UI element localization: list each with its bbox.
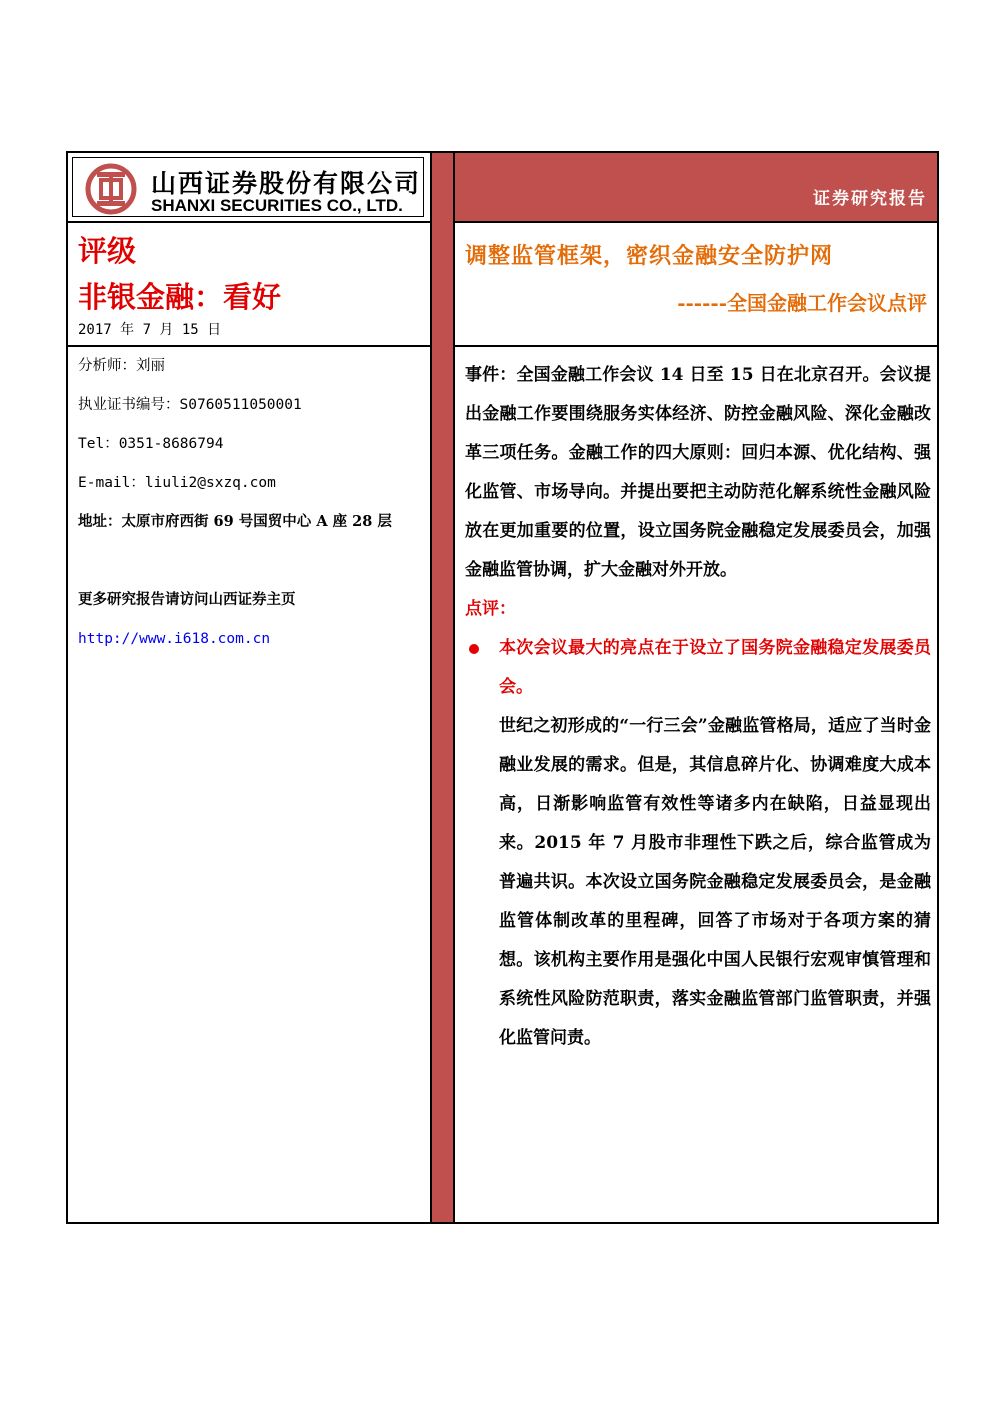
- report-type-banner: [455, 153, 937, 223]
- bullet-dot-icon: [469, 644, 479, 654]
- more-reports-note: 更多研究报告请访问山西证券主页: [78, 591, 296, 608]
- report-body: [465, 356, 931, 1058]
- analyst-tel: Tel：0351-8686794: [78, 436, 224, 452]
- rating-block: [68, 223, 430, 347]
- rating-label: 评级: [78, 234, 137, 268]
- report-type: 证券研究报告: [813, 189, 927, 209]
- event-paragraph: 事件：全国金融工作会议 14 日至 15 日在北京召开。会议提出金融工作要围绕服务实体经济、防控金融风险、深化金融改革三项任务。金融工作的四大原则：回归本源、优化结构、强化监管、市场导向。并提出要把主动防范化解系统性金融风险放在更加重要的位置，设立国务院金融稳定发展委员会，加强金融监管协调，扩大金融对外开放。: [465, 365, 931, 580]
- homepage-link[interactable]: http://www.i618.com.cn: [78, 631, 271, 647]
- logo-area: [68, 153, 430, 223]
- analyst-cert: 执业证书编号：S0760511050001: [78, 397, 302, 413]
- rating-value: 非银金融：看好: [78, 280, 282, 314]
- analyst-address: 地址：太原市府西街 69 号国贸中心 A 座 28 层: [78, 513, 392, 530]
- company-logo: [72, 157, 424, 217]
- bullet-body: [465, 707, 931, 1058]
- bullet-paragraph: 世纪之初形成的“一行三会”金融监管格局，适应了当时金融业发展的需求。但是，其信息碎片化、协调难度大成本高，日渐影响监管有效性等诸多内在缺陷，日益显现出来。2015 年 7 月股市非理性下跌之后，综合监管成为普遍共识。本次设立国务院金融稳定发展委员会，是金融监管体制改革的里程碑，回答了市场对于各项方案的猜想。该机构主要作用是强化中国人民银行宏观审慎管理和系统性风险防范职责，落实金融监管部门监管职责，并强化监管问责。: [499, 716, 931, 1048]
- analyst-email[interactable]: E-mail：liuli2@sxzq.com: [78, 475, 276, 491]
- report-subtitle: ------全国金融工作会议点评: [677, 291, 927, 315]
- column-divider: [430, 153, 455, 1222]
- analyst-info: [78, 356, 423, 668]
- bullet-item: [465, 629, 931, 707]
- shanxi-securities-logo-icon: [85, 163, 137, 215]
- company-name-en: SHANXI SECURITIES CO., LTD.: [151, 196, 403, 215]
- report-frame: [66, 151, 939, 1224]
- title-block: [455, 223, 937, 347]
- bullet-title: 本次会议最大的亮点在于设立了国务院金融稳定发展委员会。: [499, 638, 931, 697]
- spacer: [78, 551, 423, 590]
- company-name-cn: 山西证券股份有限公司: [151, 169, 422, 198]
- comment-heading: 点评：: [465, 599, 516, 619]
- analyst-name: 分析师：刘丽: [78, 358, 165, 374]
- right-column: [455, 153, 937, 1222]
- left-column: [68, 153, 430, 1222]
- report-title: 调整监管框架，密织金融安全防护网: [465, 243, 834, 269]
- report-date: 2017 年 7 月 15 日: [78, 322, 222, 338]
